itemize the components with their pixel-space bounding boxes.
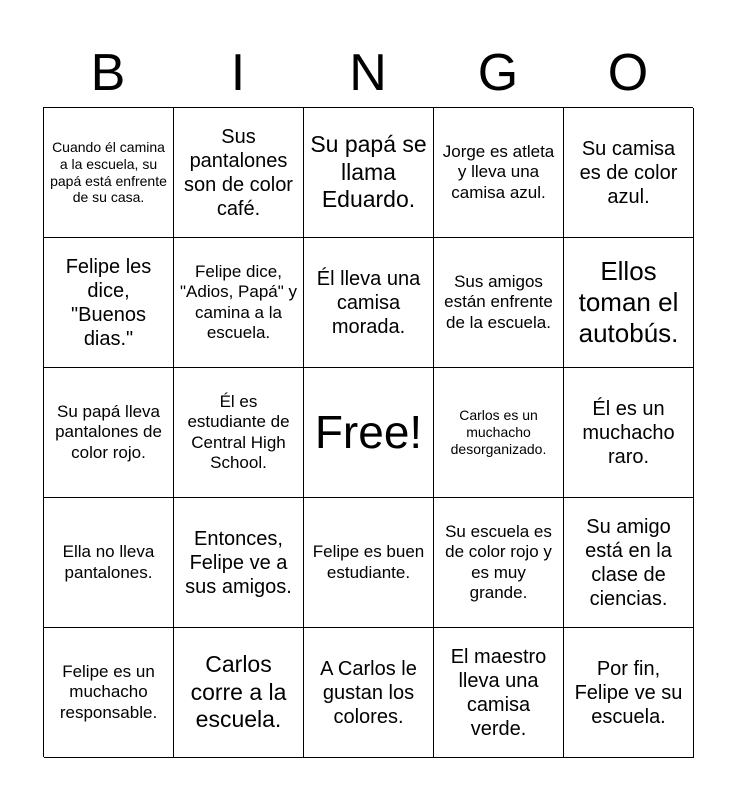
bingo-cell-2-1[interactable] (44, 238, 174, 368)
bingo-cell-2-5[interactable] (564, 238, 694, 368)
bingo-cell-4-1[interactable] (44, 498, 174, 628)
bingo-cell-3-1[interactable] (44, 368, 174, 498)
cell-text: Carlos corre a la escuela. (190, 651, 287, 733)
cell-text: El maestro lleva una camisa verde. (450, 645, 547, 740)
cell-text: Su papá se llama Eduardo. (310, 131, 427, 213)
bingo-cell-1-3[interactable] (304, 108, 434, 238)
cell-text: Ella no lleva pantalones. (62, 542, 155, 582)
cell-text: Felipe es un muchacho responsable. (59, 661, 158, 722)
bingo-cell-5-2[interactable] (174, 628, 304, 758)
cell-text: Felipe dice, "Adios, Papá" y camina a la escuela. (180, 261, 297, 342)
bingo-cell-1-5[interactable] (564, 108, 694, 238)
cell-text: Su papá lleva pantalones de color rojo. (55, 401, 162, 462)
bingo-cell-free[interactable] (304, 368, 434, 498)
cell-text: Felipe es buen estudiante. (312, 542, 425, 582)
cell-text: Felipe les dice, "Buenos dias." (65, 255, 152, 350)
cell-text: Jorge es atleta y lleva una camisa azul. (442, 141, 555, 202)
bingo-cell-2-4[interactable] (434, 238, 564, 368)
header-letter-n: N (349, 44, 387, 102)
cell-text: Entonces, Felipe ve a sus amigos. (185, 527, 292, 598)
bingo-cell-1-2[interactable] (174, 108, 304, 238)
header-letter-i: I (230, 44, 246, 102)
free-space-text: Free! (314, 405, 423, 458)
header-letter-o: O (607, 44, 649, 102)
cell-text: Cuando él camina a la escuela, su papá está enfrente de su casa. (50, 138, 167, 206)
cell-text: Sus pantalones son de color café. (184, 125, 293, 220)
bingo-grid (43, 107, 693, 757)
bingo-cell-3-5[interactable] (564, 368, 694, 498)
bingo-cell-2-2[interactable] (174, 238, 304, 368)
cell-text: Él es un muchacho raro. (582, 397, 675, 468)
bingo-cell-4-3[interactable] (304, 498, 434, 628)
bingo-cell-5-4[interactable] (434, 628, 564, 758)
bingo-cell-4-2[interactable] (174, 498, 304, 628)
bingo-cell-2-3[interactable] (304, 238, 434, 368)
bingo-cell-5-5[interactable] (564, 628, 694, 758)
header-letter-b: B (90, 44, 126, 102)
header-letter-g: G (477, 44, 519, 102)
bingo-cell-5-3[interactable] (304, 628, 434, 758)
cell-text: Su camisa es de color azul. (579, 137, 678, 208)
bingo-header (43, 40, 693, 106)
cell-text: Su escuela es de color rojo y es muy grande. (445, 521, 552, 602)
bingo-cell-4-4[interactable] (434, 498, 564, 628)
bingo-cell-5-1[interactable] (44, 628, 174, 758)
cell-text: Ellos toman el autobús. (578, 255, 679, 349)
cell-text: A Carlos le gustan los colores. (320, 657, 417, 728)
bingo-cell-1-4[interactable] (434, 108, 564, 238)
cell-text: Él lleva una camisa morada. (316, 267, 421, 338)
cell-text: Sus amigos están enfrente de la escuela. (444, 271, 553, 332)
cell-text: Su amigo está en la clase de ciencias. (585, 515, 672, 610)
cell-text: Él es estudiante de Central High School. (187, 391, 290, 472)
cell-text: Por fin, Felipe ve su escuela. (574, 657, 683, 728)
bingo-cell-4-5[interactable] (564, 498, 694, 628)
bingo-cell-1-1[interactable] (44, 108, 174, 238)
bingo-cell-3-2[interactable] (174, 368, 304, 498)
cell-text: Carlos es un muchacho desorganizado. (450, 407, 547, 457)
bingo-cell-3-4[interactable] (434, 368, 564, 498)
